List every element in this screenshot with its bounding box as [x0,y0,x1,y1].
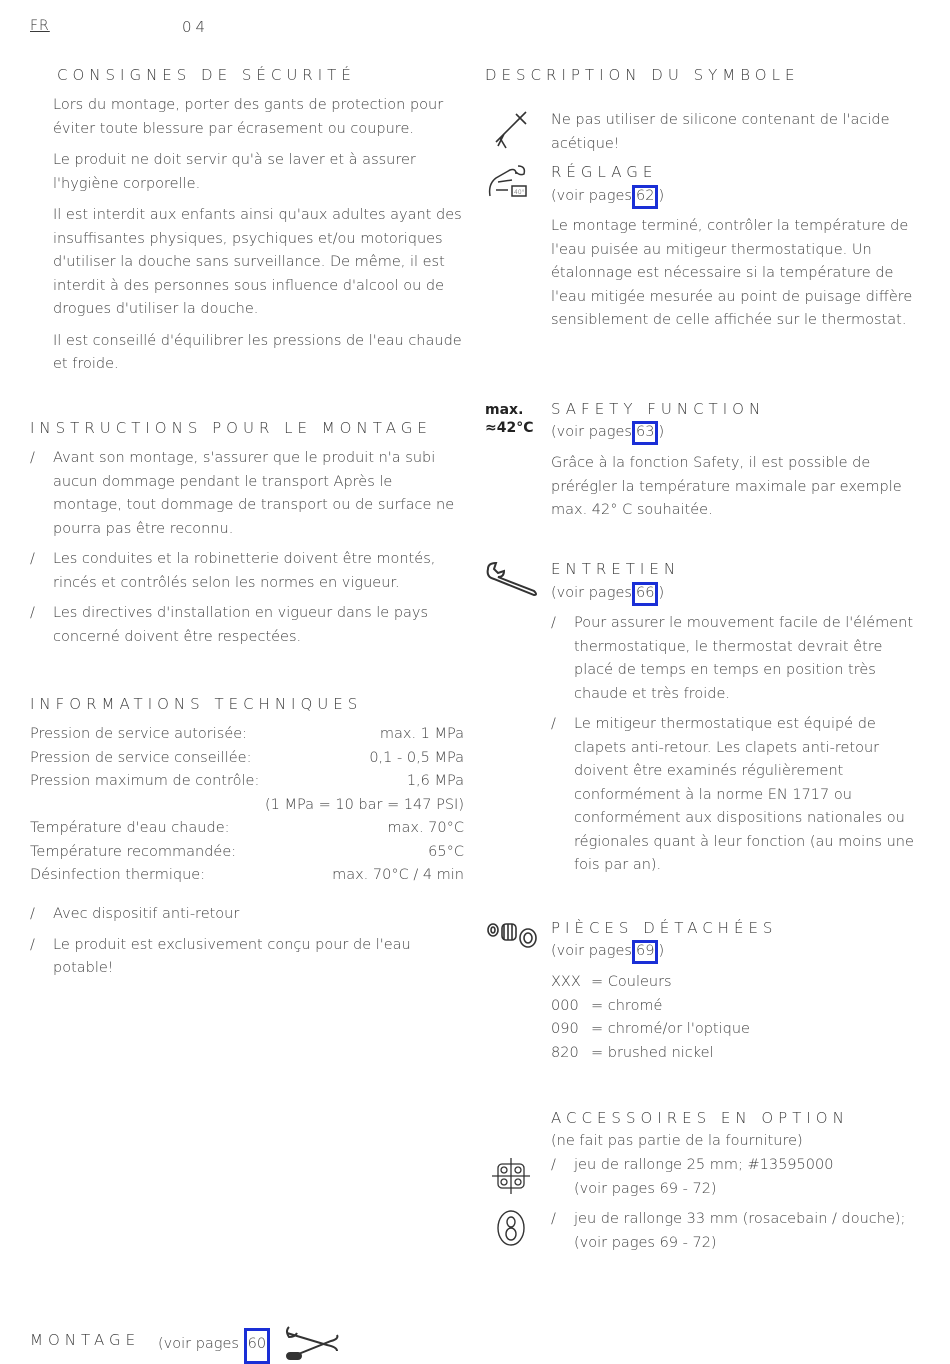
hand-thermometer-icon [486,162,532,202]
accessories-subtitle: (ne fait pas partie de la fourniture) [551,1133,803,1149]
safety-paragraph-4: Il est conseillé d'équilibrer les pressions de l'eau chaude et froide. [53,332,462,372]
page-number: 04 [182,18,210,36]
safety-function-page-link[interactable]: 63 [632,421,658,445]
list-item: / Avant son montage, s'assurer que le produit n'a subi aucun dommage pendant le transport Après le montage, tout dommage de transport ou de surface ne pourra pas être reconnu. [30,450,455,537]
safety-function-ref: (voir pages 63 ) [551,421,664,445]
footer-montage-title: MONTAGE [30,1331,141,1349]
tools-icon [283,1323,341,1363]
list-item: / Pour assurer le mouvement facile de l'élément thermostatique, le thermostat devrait être placé de temps en temps en position très chaude et très froide. [551,615,914,702]
wrench-icon [484,561,540,597]
list-item: / Le produit est exclusivement conçu pour de l'eau potable! [30,936,411,976]
maintenance-list [551,612,923,885]
extension-kit-icon [490,1156,532,1196]
safety-paragraph-3: Il est interdit aux enfants ainsi qu'aux adultes ayant des insuffisantes physiques, psychiques et/ou motoriques d'utiliser la douche sans surveillance. De même, il est interdit à des personnes sous influence d'alcool ou de drogues d'utiliser la douche. [53,207,462,317]
spares-ref: (voir pages 69 ) [551,940,664,964]
adjust-title: RÉGLAGE [551,163,658,181]
safety-title: CONSIGNES DE SÉCURITÉ [57,66,356,84]
safety-function-text: Grâce à la fonction Safety, il est possible de prérégler la température maximale par exemple max. 42° C souhaitée. [551,455,902,518]
safety-function-title: SAFETY FUNCTION [551,400,766,418]
maintenance-ref: (voir pages 66 ) [551,582,664,606]
table-row: Désinfection thermique: max. 70°C / 4 min [30,867,464,883]
accessory-item-2: / jeu de rallonge 33 mm (rosacebain / douche); (voir pages 69 - 72) [551,1211,906,1251]
safety-paragraph-2: Le produit ne doit servir qu'à se laver et à assurer l'hygiène corporelle. [53,152,416,192]
silicone-warning: Ne pas utiliser de silicone contenant de l'acide acétique! [551,112,890,152]
spares-codes [551,971,851,1065]
spare-parts-icon [484,918,542,956]
table-row: Température recommandée: 65°C [30,843,464,860]
list-item: 820 = brushed nickel [551,1044,714,1061]
silicone-gun-icon [490,108,530,150]
installation-title: INSTRUCTIONS POUR LE MONTAGE [30,419,432,437]
max-temp-icon: max. ≈42°C [485,402,534,436]
svg-text:40°: 40° [514,189,525,196]
accessories-title: ACCESSOIRES EN OPTION [551,1109,849,1127]
language-code: FR [30,18,50,34]
list-item: / Le mitigeur thermostatique est équipé de clapets anti-retour. Les clapets anti-retour doivent être examinés régulièrement conformément à la norme EN 1717 ou conformément aux dispositions nationales ou régionales quant à leur fonction (au moins une fois par an). [551,716,914,873]
technical-notes [30,903,450,988]
table-row: Température d'eau chaude: max. 70°C [30,820,464,836]
table-row: Pression maximum de contrôle: 1,6 MPa [30,773,464,789]
pressure-conversion-note: (1 MPa = 10 bar = 147 PSI) [265,796,464,813]
list-item: / Avec dispositif anti-retour [30,906,240,922]
footer-ref: (voir pages 60 [158,1328,270,1364]
list-item: / Les conduites et la robinetterie doivent être montés, rincés et contrôlés selon les normes en vigueur. [30,551,436,591]
adjust-text: Le montage terminé, contrôler la température de l'eau puisée au mitigeur thermostatique. Un étalonnage est nécessaire si la température de l'eau mitigée mesurée au point de puisage diffère sensiblement de celle affichée sur le thermostat. [551,218,913,328]
footer-page-link[interactable]: 60 [244,1328,270,1364]
list-item: 090 = chromé/or l'optique [551,1021,750,1037]
accessory-item-1: / jeu de rallonge 25 mm; #13595000 (voir pages 69 - 72) [551,1157,834,1197]
list-item: XXX = Couleurs [551,974,672,990]
adjust-ref: (voir pages 62 ) [551,185,664,209]
table-row: Pression de service conseillée: 0,1 - 0,5 MPa [30,749,464,766]
rosette-icon [494,1208,528,1248]
technical-title: INFORMATIONS TECHNIQUES [30,695,363,713]
technical-table [30,723,464,888]
table-row: Pression de service autorisée: max. 1 MPa [30,726,464,742]
maintenance-title: ENTRETIEN [551,560,681,578]
maintenance-page-link[interactable]: 66 [632,582,658,606]
symbols-title: DESCRIPTION DU SYMBOLE [485,66,800,84]
spares-page-link[interactable]: 69 [632,940,658,964]
safety-paragraph-1: Lors du montage, porter des gants de protection pour éviter toute blessure par écrasement ou coupure. [53,97,444,137]
list-item: / Les directives d'installation en vigueur dans le pays concerné doivent être respectées. [30,605,429,645]
spares-title: PIÈCES DÉTACHÉES [551,919,778,937]
safety-section [53,94,463,385]
installation-list [30,447,465,656]
adjust-page-link[interactable]: 62 [632,185,658,209]
list-item: 000 = chromé [551,997,663,1014]
